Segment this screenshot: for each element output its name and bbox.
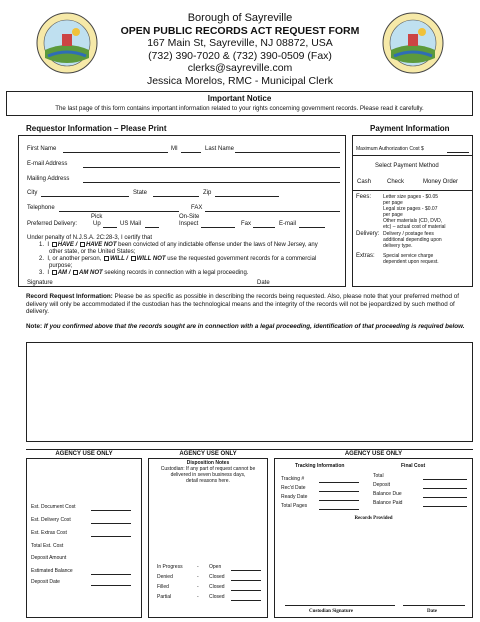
penalty-text: Under penalty of N.J.S.A. 2C:28-3, I certify that <box>27 235 153 241</box>
am-checkbox[interactable] <box>52 270 57 275</box>
status-state: Closed <box>209 584 225 590</box>
final-cost-label: Total <box>373 473 384 479</box>
final-cost-label: Deposit <box>373 482 390 488</box>
email-field[interactable] <box>83 167 340 168</box>
fee-letter-b: per page <box>383 200 403 206</box>
mailing-field[interactable] <box>83 182 340 183</box>
status-state: Closed <box>209 574 225 580</box>
select-payment-label: Select Payment Method <box>375 163 439 169</box>
am-not-checkbox[interactable] <box>73 270 78 275</box>
disposition-notes: Disposition Notes <box>186 460 230 466</box>
requestor-box <box>18 135 346 287</box>
custodian-note-3: detail reasons here. <box>186 478 230 484</box>
final-cost-label: Balance Paid <box>373 500 403 506</box>
requestor-heading: Requestor Information – Please Print <box>26 124 167 133</box>
max-auth-field[interactable] <box>447 152 469 153</box>
usmail-option[interactable]: US Mail <box>120 221 142 227</box>
cert-item-1-cont: other state, or the United States; <box>49 249 136 255</box>
fee-legal: Legal size pages - $0.07 <box>383 206 438 212</box>
status-state: Closed <box>209 594 225 600</box>
email: clerks@sayreville.com <box>187 62 293 74</box>
telephone-field[interactable] <box>59 211 179 212</box>
up-field[interactable] <box>103 227 117 228</box>
notice-text: The last page of this form contains important information related to your rights concerning government records. Please read it carefully. <box>55 105 424 112</box>
will-not-checkbox[interactable] <box>131 256 136 261</box>
status-field[interactable] <box>231 600 261 601</box>
agency-col2-box <box>148 458 268 618</box>
date-label: Date <box>257 280 270 286</box>
status-dash: - <box>197 564 199 570</box>
notice-box <box>6 91 473 116</box>
first-name-label: First Name <box>27 146 57 152</box>
onsite-label: On-Site <box>179 214 200 220</box>
will-checkbox[interactable] <box>104 256 109 261</box>
record-request-text: Record Request Information: Please be as specific as possible in describing the records being requested. Also, please note that your preferred method of delivery will only be accommodated if the custodian has the technological means and the integrity of the records will not be jeopardized by such method of delivery. <box>26 293 459 316</box>
header-block <box>100 12 380 87</box>
address: 167 Main St, Sayreville, NJ 08872, USA <box>147 37 333 49</box>
preferred-label: Preferred Delivery: <box>27 221 78 227</box>
agency-col3-box <box>274 458 473 618</box>
agency-divider <box>26 449 473 450</box>
pick-label: Pick <box>91 214 103 220</box>
tracking-label: Total Pages <box>281 503 308 509</box>
delivery-label: Delivery: <box>356 231 380 237</box>
extras-label: Extras: <box>356 253 375 259</box>
max-auth-label: Maximum Authorization Cost $ <box>356 146 424 152</box>
mailing-label: Mailing Address <box>27 176 70 182</box>
custodian-signature-field[interactable] <box>285 605 395 606</box>
last-name-field[interactable] <box>235 152 340 153</box>
cert-item-1: 1. I HAVE / HAVE NOT been convicted of any indictable offense under the laws of New Jersey, any <box>39 242 318 249</box>
status-dash: - <box>197 574 199 580</box>
fee-other-b: etc) – actual cost of material <box>383 224 446 230</box>
signature-label: Signature <box>27 280 53 286</box>
notice-title: Important Notice <box>207 94 272 103</box>
cert-item-3: 3. I AM / AM NOT seeking records in connection with a legal proceeding. <box>39 270 249 277</box>
cert-item-2: 2. I, or another person, WILL / WILL NOT use the requested government records for a commercial <box>39 256 317 263</box>
telephone-label: Telephone <box>27 205 55 211</box>
final-cost-field[interactable] <box>423 506 467 507</box>
city-label: City <box>27 190 38 196</box>
agency-col1-box <box>26 458 142 618</box>
clerk: Jessica Morelos, RMC - Municipal Clerk <box>146 74 334 87</box>
estimate-field[interactable] <box>91 574 131 575</box>
fees-label: Fees: <box>356 194 372 200</box>
delivery-1: Delivery / postage fees <box>383 231 434 237</box>
tracking-label: Ready Date <box>281 494 308 500</box>
custodian-note-2: delivered in seven business days, <box>170 472 246 478</box>
last-name-label: Last Name <box>205 146 235 152</box>
tracking-field[interactable] <box>319 482 359 483</box>
phone: (732) 390-7020 & (732) 390-0509 (Fax) <box>148 49 332 62</box>
final-cost-field[interactable] <box>423 497 467 498</box>
money-order-option[interactable]: Money Order <box>423 179 459 185</box>
custodian-note-1: Custodian: If any part of request cannot be <box>160 466 256 472</box>
final-cost-title: Final Cost <box>401 463 426 469</box>
email-option-field[interactable] <box>299 227 325 228</box>
fax-option[interactable]: Fax <box>241 221 252 227</box>
custodian-date-field[interactable] <box>403 605 465 606</box>
fee-other: Other materials (CD, DVD, <box>383 218 443 224</box>
mi-field[interactable] <box>181 152 201 153</box>
estimate-label: Estimated Balance <box>31 568 73 574</box>
fax-option-field[interactable] <box>253 227 275 228</box>
agency-col2-title: AGENCY USE ONLY <box>179 451 237 457</box>
final-cost-label: Balance Due <box>373 491 402 497</box>
estimate-label: Est. Delivery Cost <box>31 517 71 523</box>
estimate-field[interactable] <box>91 510 131 511</box>
state-field[interactable] <box>153 196 199 197</box>
delivery-2: additional depending upon <box>383 237 442 243</box>
agency-col1-title: AGENCY USE ONLY <box>55 451 113 457</box>
payment-box <box>352 135 473 287</box>
final-cost-field[interactable] <box>423 479 467 480</box>
records-provided: Records Provided <box>354 516 393 521</box>
status-field[interactable] <box>231 570 261 571</box>
form-title: OPEN PUBLIC RECORDS ACT REQUEST FORM <box>120 24 360 37</box>
status-option[interactable]: Partial <box>157 594 172 600</box>
tracking-label: Tracking # <box>281 476 305 482</box>
estimate-label: Est. Extras Cost <box>31 530 67 536</box>
status-dash: - <box>197 584 199 590</box>
status-state: Open <box>209 564 222 570</box>
inspect-field[interactable] <box>201 227 235 228</box>
payment-heading: Payment Information <box>370 124 450 133</box>
date-field[interactable] <box>273 286 340 287</box>
tracking-label: Rec'd Date <box>281 485 306 491</box>
tracking-field[interactable] <box>319 500 359 501</box>
estimate-field[interactable] <box>91 523 131 524</box>
state-label: State <box>133 190 148 196</box>
fax-field[interactable] <box>205 211 340 212</box>
usmail-field[interactable] <box>145 227 159 228</box>
status-option[interactable]: In Progress <box>157 564 183 570</box>
signature-field[interactable] <box>61 286 251 287</box>
inspect-option[interactable]: Inspect <box>179 221 199 227</box>
custodian-signature-label: Custodian Signature <box>309 609 353 614</box>
extras-1: Special service charge <box>383 253 434 259</box>
zip-label: Zip <box>203 190 212 196</box>
custodian-date-label: Date <box>427 609 437 614</box>
first-name-field[interactable] <box>63 152 168 153</box>
borough-name: Borough of Sayreville <box>187 12 293 24</box>
status-field[interactable] <box>231 580 261 581</box>
fee-legal-b: per page <box>383 212 403 218</box>
borough-seal-left <box>36 12 98 74</box>
tracking-field[interactable] <box>319 491 359 492</box>
seal-icon <box>382 12 444 74</box>
city-field[interactable] <box>41 196 129 197</box>
seal-icon <box>36 12 98 74</box>
email-label: E-mail Address <box>27 161 68 167</box>
extras-2: dependent upon request. <box>383 259 439 265</box>
zip-field[interactable] <box>215 196 279 197</box>
check-option[interactable]: Check <box>387 179 405 185</box>
have-checkbox[interactable] <box>52 242 57 247</box>
email-option[interactable]: E-mail <box>279 221 297 227</box>
final-cost-field[interactable] <box>423 488 467 489</box>
status-dash: - <box>197 594 199 600</box>
agency-col3-title: AGENCY USE ONLY <box>344 451 403 457</box>
fee-letter: Letter size pages - $0.05 <box>383 194 439 200</box>
status-field[interactable] <box>231 590 261 591</box>
mi-label: MI <box>171 146 178 152</box>
status-option[interactable]: Filled <box>157 584 169 590</box>
borough-seal-right <box>382 12 444 74</box>
up-option[interactable]: Up <box>93 221 101 227</box>
cert-item-2-cont: purpose; <box>49 263 73 269</box>
record-request-box[interactable] <box>26 342 473 442</box>
estimate-label: Total Est. Cost <box>31 543 64 549</box>
estimate-field[interactable] <box>91 585 131 586</box>
estimate-label: Est. Document Cost <box>31 504 76 510</box>
tracking-info-title: Tracking Information <box>295 463 345 469</box>
status-option[interactable]: Denied <box>157 574 173 580</box>
cash-option[interactable]: Cash <box>357 179 372 185</box>
estimate-label: Deposit Amount <box>31 555 67 561</box>
fax-label: FAX <box>191 205 203 211</box>
have-not-checkbox[interactable] <box>80 242 85 247</box>
note-text: Note: If you confirmed above that the records sought are in connection with a legal proceeding, identification of that proceeding is required below. <box>26 323 465 330</box>
estimate-label: Deposit Date <box>31 579 60 585</box>
estimate-field[interactable] <box>91 536 131 537</box>
tracking-field[interactable] <box>319 509 359 510</box>
delivery-3: delivery type. <box>383 243 413 249</box>
